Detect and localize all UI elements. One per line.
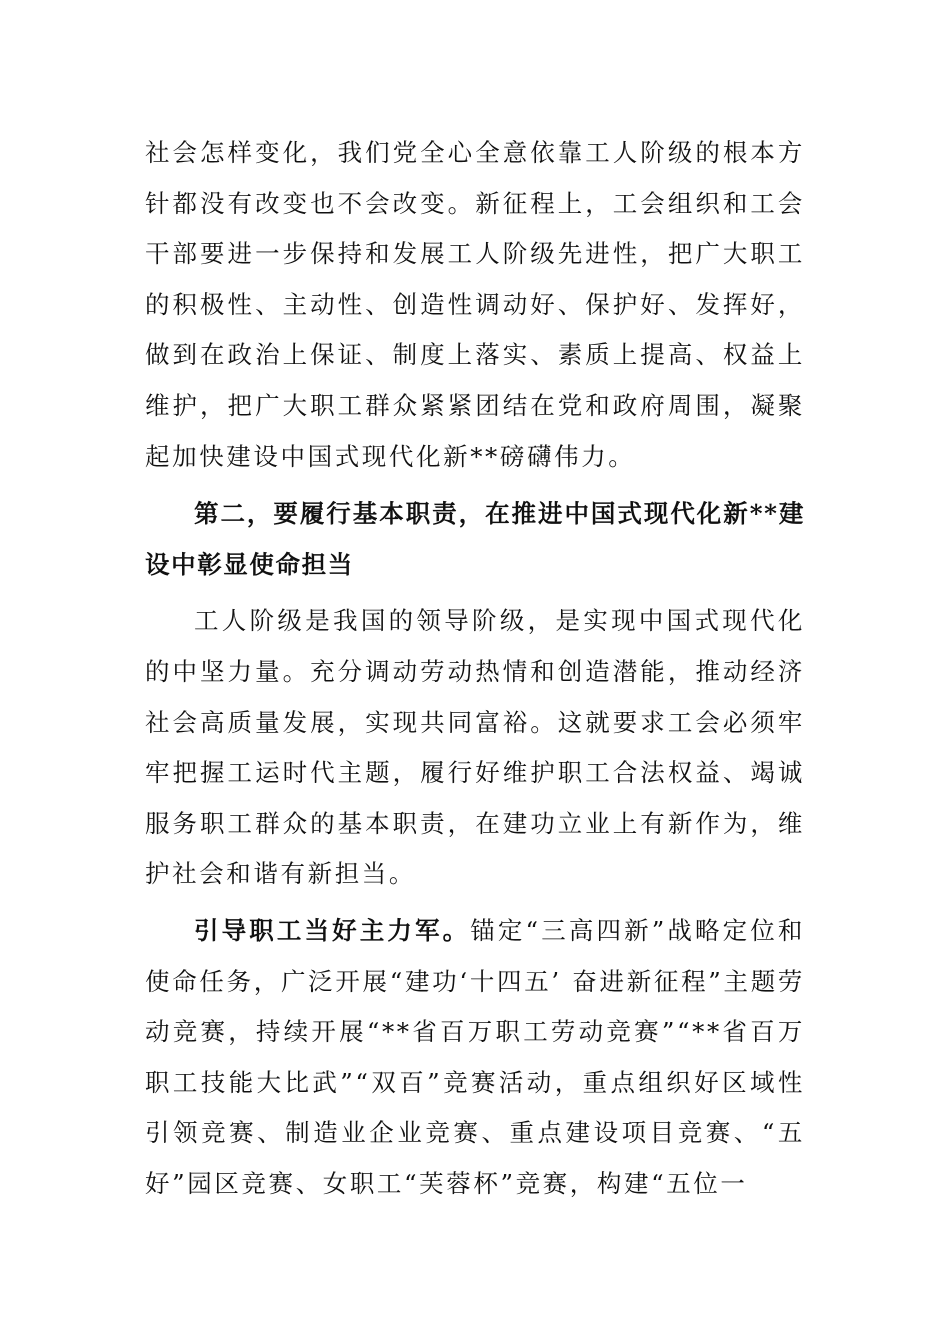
paragraph-working-class: 工人阶级是我国的领导阶级，是实现中国式现代化的中坚力量。充分调动劳动热情和创造潜能，推动经济社会高质量发展，实现共同富裕。这就要求工会必须牢牢把握工运时代主题，履行好维护职工合法权益、竭诚服务职工群众的基本职责，在建功立业上有新作为，维护社会和谐有新担当。 [145, 606, 805, 889]
paragraph-body: 锚定“三高四新”战略定位和使命任务，广泛开展“建功‘十四五’ 奋进新征程”主题劳动竞赛，持续开展“**省百万职工劳动竞赛”“**省百万职工技能大比武”“双百”竞赛活动，重点组织好区域性引领竞赛、制造业企业竞赛、重点建设项目竞赛、“五好”园区竞赛、女职工“芙蓉杯”竞赛，构建“五位一 [145, 915, 805, 1198]
paragraph-guide-workers [145, 906, 805, 1210]
paragraph-lead-bold: 引导职工当好主力军。 [194, 915, 471, 945]
section-heading-second: 第二，要履行基本职责，在推进中国式现代化新**建设中彰显使命担当 [145, 499, 805, 579]
document-page [145, 128, 805, 1209]
paragraph-continuation: 社会怎样变化，我们党全心全意依靠工人阶级的根本方针都没有改变也不会改变。新征程上，工会组织和工会干部要进一步保持和发展工人阶级先进性，把广大职工的积极性、主动性、创造性调动好、保护好、发挥好，做到在政治上保证、制度上落实、素质上提高、权益上维护，把广大职工群众紧紧团结在党和政府周围，凝聚起加快建设中国式现代化新**磅礴伟力。 [145, 138, 805, 471]
